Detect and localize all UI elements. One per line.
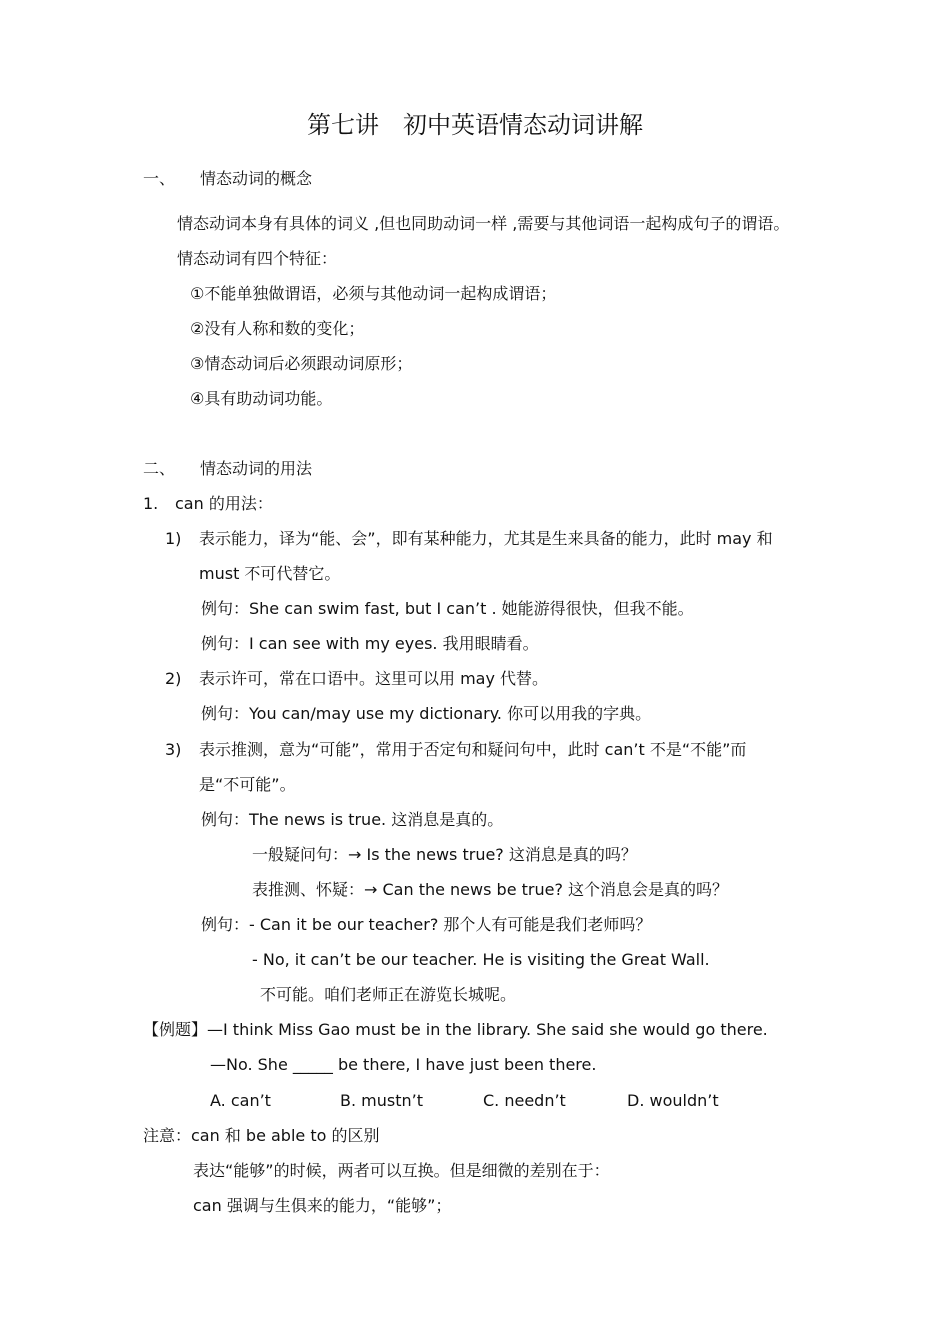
exercise-option: A. can’t xyxy=(210,1091,271,1110)
section-1-heading: 情态动词的概念 xyxy=(200,169,313,188)
example-sub-sentence: 一般疑问句：→ Is the news true? 这消息是真的吗？ xyxy=(252,845,637,864)
exercise-option: C. needn’t xyxy=(483,1091,566,1110)
example-sub-sentence: - No, it can’t be our teacher. He is visiting the Great Wall. xyxy=(252,950,710,969)
can-number: 1. xyxy=(143,494,159,513)
example-sentence: 例句：I can see with my eyes. 我用眼睛看。 xyxy=(201,634,539,653)
feature-item: ②没有人称和数的变化； xyxy=(190,319,365,338)
can-heading: can 的用法： xyxy=(175,494,273,513)
feature-item: ④具有助动词功能。 xyxy=(190,389,333,408)
usage-3-text-cont: 是“不可能”。 xyxy=(199,775,296,794)
usage-1-text: 表示能力，译为“能、会”，即有某种能力，尤其是生来具备的能力，此时 may 和 xyxy=(199,529,773,548)
note-heading: 注意：can 和 be able to 的区别 xyxy=(143,1126,380,1145)
exercise-option: B. mustn’t xyxy=(340,1091,423,1110)
section-1-number: 一、 xyxy=(143,169,176,188)
exercise-question: 【例题】—I think Miss Gao must be in the library. She said she would go there. xyxy=(143,1020,768,1039)
features-intro: 情态动词有四个特征： xyxy=(177,249,338,268)
usage-1-text-cont: must 不可代替它。 xyxy=(199,564,341,583)
example-translation: 不可能。咱们老师正在游览长城呢。 xyxy=(260,985,517,1004)
usage-2-number: 2) xyxy=(165,669,182,688)
example-sentence: 例句：She can swim fast, but I can’t . 她能游得很快，但我不能。 xyxy=(201,599,694,618)
note-text: 表达“能够”的时候，两者可以互换。但是细微的差别在于： xyxy=(193,1161,610,1180)
feature-item: ③情态动词后必须跟动词原形； xyxy=(190,354,413,373)
page-title: 第七讲 初中英语情态动词讲解 xyxy=(307,111,643,139)
usage-3-number: 3) xyxy=(165,740,182,759)
example-sentence: 例句：The news is true. 这消息是真的。 xyxy=(201,810,504,829)
example-sub-sentence: 表推测、怀疑：→ Can the news be true? 这个消息会是真的吗？ xyxy=(252,880,729,899)
example-sentence: 例句：You can/may use my dictionary. 你可以用我的字典。 xyxy=(201,704,652,723)
section-2-number: 二、 xyxy=(143,459,176,478)
usage-2-text: 表示许可，常在口语中。这里可以用 may 代替。 xyxy=(199,669,549,688)
usage-1-number: 1) xyxy=(165,529,182,548)
exercise-answer-line: —No. She _____ be there, I have just been there. xyxy=(210,1055,597,1074)
concept-paragraph: 情态动词本身有具体的词义 ,但也同助动词一样 ,需要与其他词语一起构成句子的谓语。 xyxy=(177,214,790,233)
feature-item: ①不能单独做谓语，必须与其他动词一起构成谓语； xyxy=(190,284,557,303)
usage-3-text: 表示推测，意为“可能”，常用于否定句和疑问句中，此时 can’t 不是“不能”而 xyxy=(199,740,747,759)
exercise-option: D. wouldn’t xyxy=(627,1091,719,1110)
section-2-heading: 情态动词的用法 xyxy=(200,459,313,478)
example-sentence: 例句：- Can it be our teacher? 那个人有可能是我们老师吗？ xyxy=(201,915,652,934)
note-text: can 强调与生俱来的能力，“能够”； xyxy=(193,1196,452,1215)
